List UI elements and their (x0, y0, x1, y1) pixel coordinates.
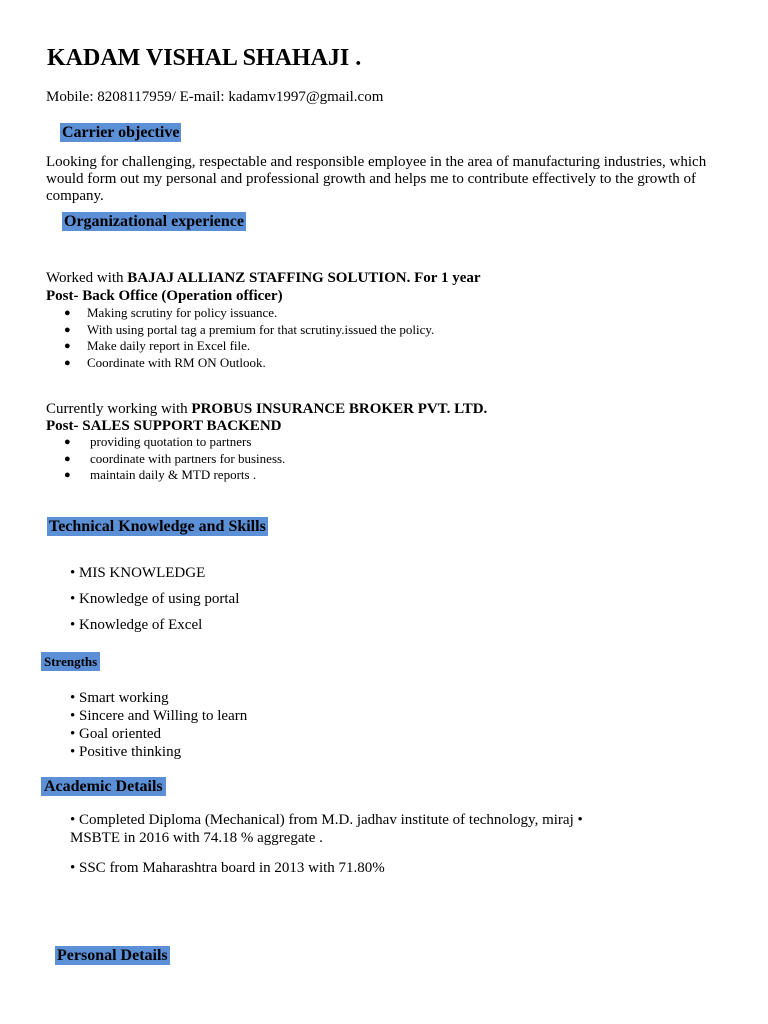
job-1-post: Post- Back Office (Operation officer) (46, 288, 283, 304)
list-item: ● Coordinate with RM ON Outlook. (64, 354, 266, 370)
bullet-icon: ● (64, 356, 71, 369)
skills-list (70, 565, 239, 643)
list-item: • Goal oriented (70, 726, 162, 742)
job-1-employer (46, 270, 481, 287)
job-1-company: BAJAJ ALLIANZ STAFFING SOLUTION. For 1 year (127, 270, 481, 286)
list-item: • MIS KNOWLEDGE (70, 565, 206, 581)
section-heading-skills: Technical Knowledge and Skills (49, 518, 266, 535)
section-heading-academic: Academic Details (41, 777, 166, 796)
job-2-company: PROBUS INSURANCE BROKER PVT. LTD. (191, 401, 488, 417)
strengths-list (70, 690, 247, 762)
job-2-employer (46, 401, 487, 418)
list-item: • Knowledge of using portal (70, 591, 240, 607)
bullet-icon: ● (64, 469, 71, 481)
job-2-duties (64, 434, 285, 484)
section-heading-personal: Personal Details (57, 947, 168, 964)
bullet-icon: ● (64, 452, 71, 465)
list-item: ● coordinate with partners for business. (64, 450, 286, 466)
list-item: ● Make daily report in Excel file. (64, 338, 251, 353)
bullet-icon: ● (64, 323, 71, 336)
list-item: • Positive thinking (70, 744, 182, 760)
list-item: ● With using portal tag a premium for that scrutiny.issued the policy. (64, 321, 435, 337)
bullet-icon: ● (64, 307, 71, 319)
job-1-duties (64, 305, 434, 371)
list-item: ● maintain daily & MTD reports . (64, 467, 257, 482)
job-1-prefix: Worked with (46, 270, 128, 286)
bullet-icon: ● (64, 340, 71, 352)
section-heading-strengths: Strengths (41, 652, 100, 671)
list-item: • Smart working (70, 690, 169, 706)
objective-text: Looking for challenging, respectable and responsible employee in the area of manufacturing industries, which would form out my personal and professional growth and helps me to contribute effectively to the growth of company. (46, 154, 707, 204)
academic-item-1: • Completed Diploma (Mechanical) from M.D. jadhav institute of technology, miraj • MSBTE in 2016 with 74.18 % aggregate . (70, 812, 583, 846)
candidate-name: KADAM VISHAL SHAHAJI . (47, 45, 362, 71)
list-item: ● Making scrutiny for policy issuance. (64, 305, 278, 320)
bullet-icon: ● (64, 436, 71, 448)
list-item: • Sincere and Willing to learn (70, 708, 248, 724)
list-item: ● providing quotation to partners (64, 434, 252, 449)
job-2-prefix: Currently working with (46, 401, 192, 417)
job-2-post: Post- SALES SUPPORT BACKEND (46, 418, 282, 434)
contact-line: Mobile: 8208117959/ E-mail: kadamv1997@gmail.com (46, 89, 384, 105)
list-item: • Knowledge of Excel (70, 617, 203, 633)
section-heading-experience: Organizational experience (64, 213, 244, 230)
academic-item-2: • SSC from Maharashtra board in 2013 with 71.80% (70, 860, 385, 876)
section-heading-objective: Carrier objective (62, 124, 180, 141)
